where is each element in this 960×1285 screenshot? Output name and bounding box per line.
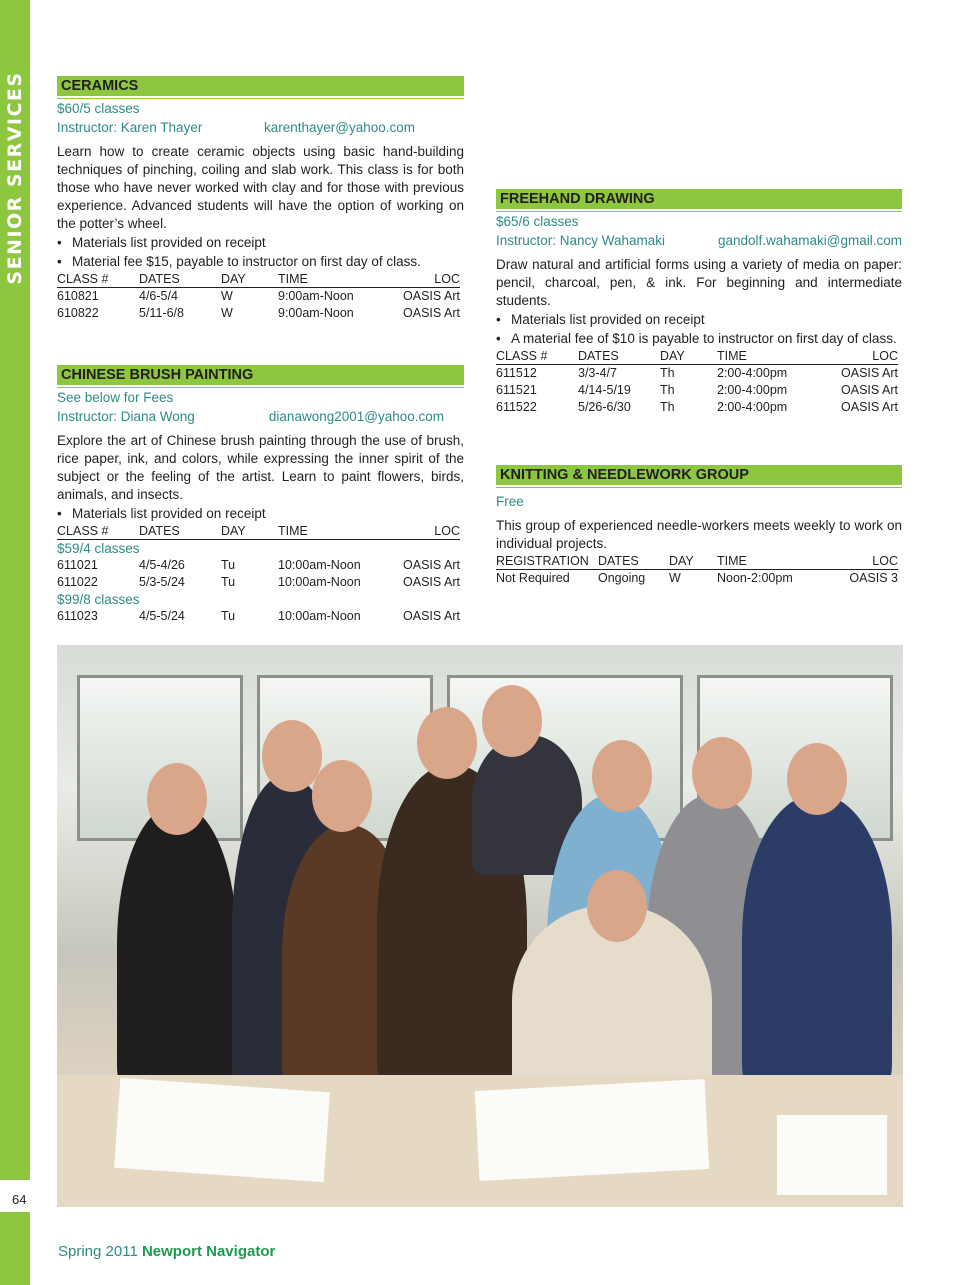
col-header: CLASS # bbox=[57, 272, 139, 288]
sidebar bbox=[0, 0, 30, 1180]
cell: 5/3-5/24 bbox=[139, 575, 185, 589]
section-title: FREEHAND DRAWING bbox=[496, 189, 902, 209]
description: Explore the art of Chinese brush painting through the use of brush, rice paper, ink, and colors, while expressing the inner spirit of the subject or the feeling of the artist. Learn to paint flowers, birds, animals, and insects. bbox=[57, 433, 464, 502]
col-header: TIME bbox=[278, 272, 382, 288]
cell: 4/6-5/4 bbox=[139, 289, 178, 303]
cell: Tu bbox=[221, 609, 236, 623]
cell: OASIS Art bbox=[403, 575, 460, 589]
cell: 610822 bbox=[57, 306, 99, 320]
cell: 3/3-4/7 bbox=[578, 366, 617, 380]
cell: 9:00am-Noon bbox=[278, 289, 354, 303]
cell: Tu bbox=[221, 558, 236, 572]
col-header: DAY bbox=[221, 524, 278, 540]
face bbox=[262, 720, 322, 792]
cell: 611521 bbox=[496, 383, 537, 397]
table-row bbox=[496, 570, 898, 588]
face bbox=[592, 740, 652, 812]
cell: OASIS Art bbox=[403, 558, 460, 572]
instructor-line bbox=[57, 118, 464, 137]
face bbox=[587, 870, 647, 942]
instructor-email[interactable]: dianawong2001@yahoo.com bbox=[268, 409, 444, 424]
fee-group-label: $59/4 classes bbox=[57, 541, 140, 556]
cell: 9:00am-Noon bbox=[278, 306, 354, 320]
col-header: CLASS # bbox=[496, 349, 578, 365]
table-row bbox=[57, 574, 460, 591]
cell: 611023 bbox=[57, 609, 98, 623]
footer bbox=[58, 1243, 275, 1260]
section-title: KNITTING & NEEDLEWORK GROUP bbox=[496, 465, 902, 485]
col-header: DATES bbox=[139, 272, 221, 288]
person bbox=[117, 805, 237, 1095]
col-header: DAY bbox=[221, 272, 278, 288]
class-table bbox=[496, 554, 898, 587]
page-number: 64 bbox=[12, 1192, 27, 1207]
paper bbox=[475, 1079, 709, 1181]
footer-season: Spring 2011 bbox=[58, 1243, 138, 1260]
col-header: DAY bbox=[660, 349, 717, 365]
cell: Tu bbox=[221, 575, 236, 589]
cell: 10:00am-Noon bbox=[278, 575, 361, 589]
col-header: LOC bbox=[382, 272, 460, 288]
sidebar-bottom bbox=[0, 1212, 30, 1285]
table-row bbox=[496, 382, 898, 399]
description: This group of experienced needle-workers meets weekly to work on individual projects. bbox=[496, 518, 902, 551]
cell: Ongoing bbox=[598, 571, 646, 585]
instructor-email[interactable]: karenthayer@yahoo.com bbox=[263, 120, 415, 135]
col-header: REGISTRATION bbox=[496, 554, 598, 570]
col-header: CLASS # bbox=[57, 524, 139, 540]
cell: W bbox=[221, 289, 233, 303]
cell: 2:00-4:00pm bbox=[717, 366, 788, 380]
cell: W bbox=[221, 306, 233, 320]
face bbox=[482, 685, 542, 757]
cell: 4/5-4/26 bbox=[139, 558, 185, 572]
fee-group-label: $99/8 classes bbox=[57, 592, 140, 607]
instructor-line bbox=[57, 407, 464, 426]
face bbox=[692, 737, 752, 809]
class-table bbox=[57, 272, 460, 322]
section-title: CHINESE BRUSH PAINTING bbox=[57, 365, 464, 385]
bullet-item: • Materials list provided on receipt bbox=[57, 234, 464, 252]
cell: 611022 bbox=[57, 575, 98, 589]
col-header: DAY bbox=[669, 554, 717, 570]
cell: 611021 bbox=[57, 558, 98, 572]
table-row bbox=[57, 608, 460, 625]
cell: Th bbox=[660, 366, 675, 380]
description: Learn how to create ceramic objects using basic hand-building techniques of pinching, coiling and slab work. This class is for both those who have never worked with clay and for those with previous experience. Advanced students will have the option of working on the potter’s wheel. bbox=[57, 144, 464, 231]
cell: 4/5-5/24 bbox=[139, 609, 185, 623]
bullet-item: • A material fee of $10 is payable to instructor on first day of class. bbox=[496, 330, 902, 348]
col-header: DATES bbox=[578, 349, 660, 365]
chinese-brush-section bbox=[57, 365, 464, 625]
col-header: TIME bbox=[717, 349, 817, 365]
table-row bbox=[57, 305, 460, 322]
fee: $65/6 classes bbox=[496, 214, 579, 229]
cell: 4/14-5/19 bbox=[578, 383, 631, 397]
face bbox=[312, 760, 372, 832]
cell: Th bbox=[660, 400, 675, 414]
col-header: TIME bbox=[717, 554, 827, 570]
col-header: LOC bbox=[827, 554, 898, 570]
cell: 611522 bbox=[496, 400, 537, 414]
face bbox=[417, 707, 477, 779]
table-row bbox=[496, 365, 898, 383]
knitting-section bbox=[496, 465, 902, 587]
cell: 10:00am-Noon bbox=[278, 558, 361, 572]
cell: Not Required bbox=[496, 571, 570, 585]
person bbox=[742, 795, 892, 1095]
footer-publication: Newport Navigator bbox=[141, 1243, 276, 1260]
group-photo bbox=[57, 645, 903, 1207]
fee: $60/5 classes bbox=[57, 101, 140, 116]
fee: Free bbox=[496, 494, 524, 509]
instructor: Instructor: Nancy Wahamaki bbox=[496, 233, 666, 248]
class-table bbox=[57, 524, 460, 625]
cell: 5/26-6/30 bbox=[578, 400, 631, 414]
col-header: DATES bbox=[598, 554, 669, 570]
ceramics-section bbox=[57, 76, 464, 322]
bullet-item: • Materials list provided on receipt bbox=[57, 505, 464, 523]
cell: 2:00-4:00pm bbox=[717, 383, 788, 397]
cell: Noon-2:00pm bbox=[717, 571, 793, 585]
divider bbox=[496, 487, 902, 488]
cell: OASIS Art bbox=[841, 366, 898, 380]
cell: Th bbox=[660, 383, 675, 397]
table-row bbox=[57, 288, 460, 306]
col-header: LOC bbox=[386, 524, 460, 540]
instructor: Instructor: Diana Wong bbox=[57, 409, 195, 424]
class-table bbox=[496, 349, 898, 416]
cell: 2:00-4:00pm bbox=[717, 400, 788, 414]
instructor-email[interactable]: gandolf.wahamaki@gmail.com bbox=[717, 233, 902, 248]
freehand-drawing-section bbox=[496, 189, 902, 416]
col-header: TIME bbox=[278, 524, 386, 540]
cell: OASIS Art bbox=[403, 306, 460, 320]
section-title: CERAMICS bbox=[57, 76, 464, 96]
col-header: DATES bbox=[139, 524, 221, 540]
cell: OASIS Art bbox=[403, 289, 460, 303]
cell: 10:00am-Noon bbox=[278, 609, 361, 623]
paper bbox=[114, 1078, 330, 1182]
fee: See below for Fees bbox=[57, 390, 174, 405]
cell: 611512 bbox=[496, 366, 537, 380]
description: Draw natural and artificial forms using a variety of media on paper: pencil, charcoal, pen, & ink. For beginning and intermediate students. bbox=[496, 257, 902, 308]
instructor: Instructor: Karen Thayer bbox=[57, 120, 203, 135]
cell: 610821 bbox=[57, 289, 99, 303]
col-header: LOC bbox=[817, 349, 898, 365]
cell: W bbox=[669, 571, 681, 585]
cell: OASIS 3 bbox=[849, 571, 898, 585]
cell: 5/11-6/8 bbox=[139, 306, 184, 320]
paper bbox=[777, 1115, 887, 1195]
instructor-line bbox=[496, 231, 902, 250]
face bbox=[787, 743, 847, 815]
cell: OASIS Art bbox=[403, 609, 460, 623]
cell: OASIS Art bbox=[841, 383, 898, 397]
cell: OASIS Art bbox=[841, 400, 898, 414]
face bbox=[147, 763, 207, 835]
table-row bbox=[57, 557, 460, 574]
sidebar-title: SENIOR SERVICES bbox=[4, 71, 26, 285]
bullet-item: • Materials list provided on receipt bbox=[496, 311, 902, 329]
table-row bbox=[496, 399, 898, 416]
bullet-item: • Material fee $15, payable to instructor on first day of class. bbox=[57, 253, 464, 271]
